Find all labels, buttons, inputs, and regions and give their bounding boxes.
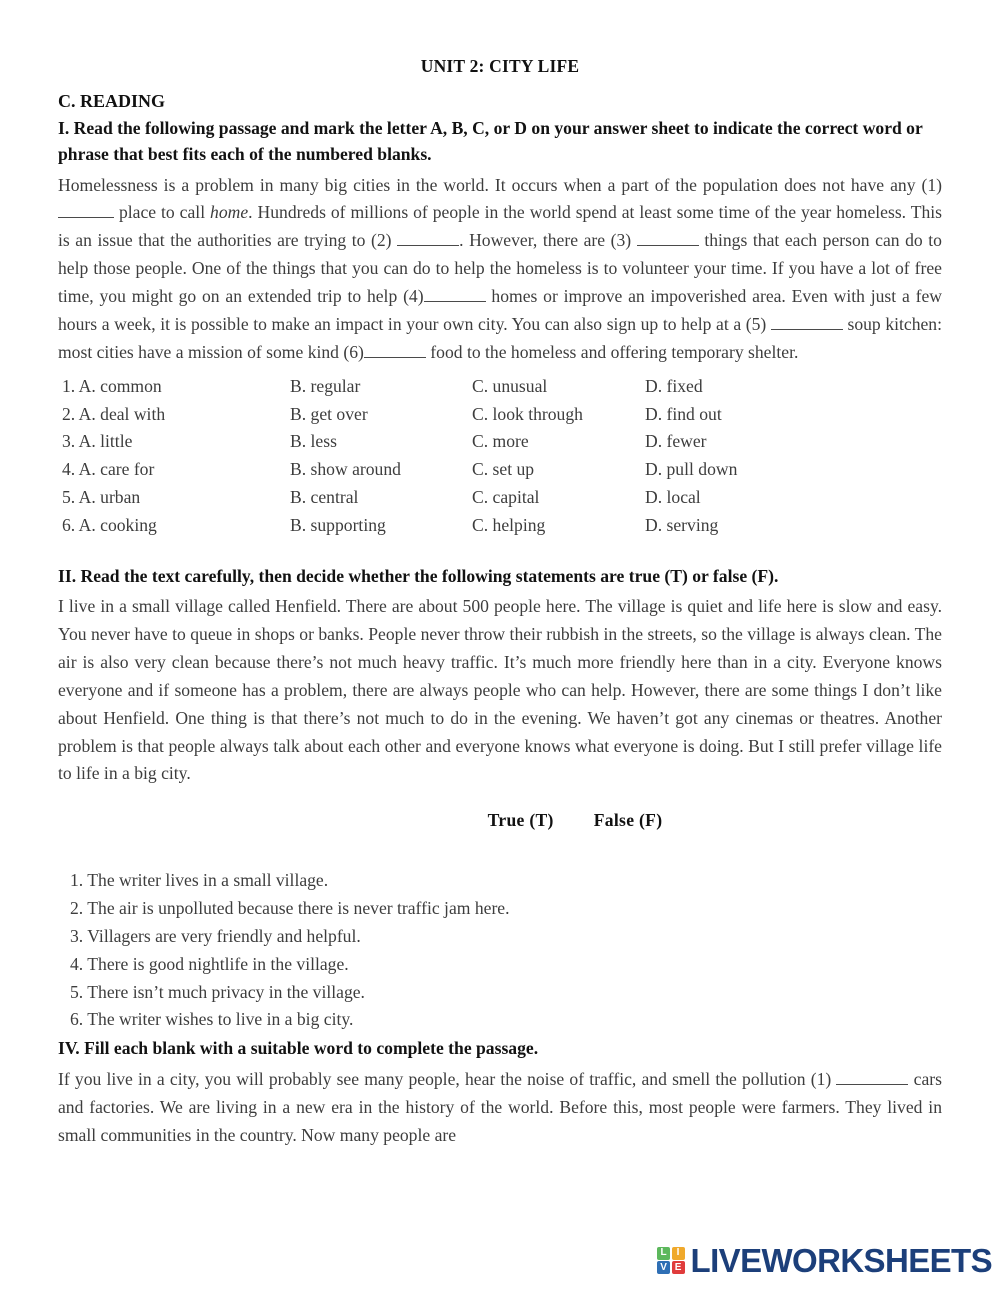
task-1-passage — [58, 172, 942, 367]
logo-tile-v: V — [657, 1261, 670, 1274]
gap-blank-1[interactable] — [58, 201, 114, 219]
mcq-option-c[interactable]: C. capital — [472, 486, 540, 507]
mcq-option-d[interactable]: D. serving — [645, 514, 719, 535]
logo-tile-i: I — [672, 1247, 685, 1260]
gap-blank-5[interactable] — [771, 312, 843, 330]
logo-tile-l: L — [657, 1247, 670, 1260]
mcq-option-b[interactable]: B. supporting — [290, 514, 386, 535]
task-2-heading: II. Read the text carefully, then decide whether the following statements are true (T) or false (F). — [58, 565, 779, 586]
mcq-option-d[interactable]: D. pull down — [645, 459, 738, 480]
true-label: True (T) — [487, 810, 554, 831]
mcq-option-a-label: A. common — [78, 375, 162, 396]
passage-italic-home: home — [210, 202, 249, 223]
mcq-option-c[interactable]: C. look through — [472, 403, 583, 424]
task-4-passage — [58, 1066, 942, 1150]
worksheet-content — [58, 56, 942, 1149]
logo-tile-e: E — [672, 1261, 685, 1274]
gap-blank-2[interactable] — [397, 229, 459, 247]
gap-blank-3[interactable] — [637, 229, 699, 247]
task4-segment-2: cars and factories. We are living in a new era in the history of the world. Before this, most people were farmers. They lived in small communities in the country. Now many people are — [58, 1068, 942, 1145]
mcq-question-number: 5. — [62, 486, 76, 507]
list-item[interactable]: 5. There isn’t much privacy in the village. — [70, 981, 365, 1002]
list-item[interactable]: 2. The air is unpolluted because there is never traffic jam here. — [70, 898, 510, 919]
list-item[interactable]: 3. Villagers are very friendly and helpful. — [70, 925, 361, 946]
passage-segment-7: soup kitchen: most cities have a mission of some kind (6) — [58, 313, 942, 362]
logo-tiles-icon — [657, 1247, 685, 1275]
passage-segment-6: homes or improve an impoverished area. Even with just a few hours a week, it is possible to make an impact in your own city. You can also sign up to help at a (5) — [58, 286, 942, 334]
passage-segment-8: food to the homeless and offering temporary shelter. — [430, 341, 799, 362]
mcq-option-c[interactable]: C. helping — [472, 514, 546, 535]
passage-segment-5: things that each person can do to help those people. One of the things that you can do to help the homeless is to volunteer your time. If you have a lot of free time, you might go on an extended trip to help (4) — [58, 230, 942, 307]
mcq-question-number: 2. — [62, 403, 76, 424]
mcq-row — [62, 428, 822, 456]
mcq-option-a-label: A. urban — [78, 486, 141, 507]
mcq-question-number: 1. — [62, 375, 76, 396]
list-item[interactable]: 6. The writer wishes to live in a big city. — [70, 1009, 354, 1030]
mcq-option-a-label: A. care for — [78, 459, 155, 480]
section-label-reading: C. READING — [58, 90, 166, 111]
mcq-option-a-label: A. deal with — [78, 403, 166, 424]
mcq-option-c[interactable]: C. unusual — [472, 375, 548, 396]
liveworksheets-logo[interactable] — [657, 1244, 992, 1277]
mcq-option-b[interactable]: B. regular — [290, 375, 361, 396]
mcq-option-b[interactable]: B. get over — [290, 403, 368, 424]
mcq-question-number: 3. — [62, 431, 76, 452]
mcq-option-a[interactable] — [62, 456, 290, 484]
mcq-row — [62, 484, 822, 512]
logo-wordmark: LIVEWORKSHEETS — [690, 1242, 992, 1279]
mcq-option-a[interactable] — [62, 428, 290, 456]
mcq-option-c[interactable]: C. more — [472, 431, 529, 452]
mcq-option-b[interactable]: B. less — [290, 431, 337, 452]
task4-segment-1: If you live in a city, you will probably see many people, hear the noise of traffic, and smell the pollution (1) — [58, 1068, 832, 1089]
false-label: False (F) — [593, 810, 663, 831]
mcq-option-a[interactable] — [62, 484, 290, 512]
mcq-option-d[interactable]: D. local — [645, 486, 701, 507]
mcq-option-b[interactable]: B. central — [290, 486, 359, 507]
task-1-heading: I. Read the following passage and mark the letter A, B, C, or D on your answer sheet to indicate the correct word or phrase that best fits each of the numbered blanks. — [58, 118, 923, 164]
list-item[interactable]: 1. The writer lives in a small village. — [70, 870, 329, 891]
mcq-option-d[interactable]: D. fewer — [645, 431, 707, 452]
mcq-option-c[interactable]: C. set up — [472, 459, 535, 480]
passage-segment-4: . However, there are (3) — [459, 230, 632, 251]
page-title: UNIT 2: CITY LIFE — [420, 56, 580, 76]
mcq-option-a-label: A. cooking — [78, 514, 157, 535]
task-4-heading: IV. Fill each blank with a suitable word to complete the passage. — [58, 1038, 539, 1059]
passage-segment-1: Homelessness is a problem in many big cities in the world. It occurs when a part of the population does not have any (1) — [58, 174, 942, 195]
mcq-options-grid — [62, 373, 822, 540]
mcq-question-number: 4. — [62, 459, 76, 480]
true-false-statement-list — [58, 867, 942, 1034]
mcq-row — [62, 373, 822, 401]
list-item[interactable]: 4. There is good nightlife in the village. — [70, 953, 349, 974]
mcq-option-a[interactable] — [62, 373, 290, 401]
mcq-option-a[interactable] — [62, 401, 290, 429]
mcq-question-number: 6. — [62, 514, 76, 535]
mcq-option-b[interactable]: B. show around — [290, 459, 401, 480]
task-2-passage: I live in a small village called Henfield. There are about 500 people here. The village is quiet and life here is slow and easy. You never have to queue in shops or banks. People never throw their rubbish in the streets, so the village is always clean. The air is also very clean because there’s not much heavy traffic. It’s much more friendly here than in a city. Everyone knows everyone and if someone has a problem, there are always people who can help. However, there are some things I don’t like about Henfield. One thing is that there’s not much to do in the evening. We haven’t got any cinemas or theatres. Another problem is that people always talk about each other and everyone knows what everyone is doing. But I still prefer village life to life in a big city. — [58, 596, 942, 784]
true-false-header — [58, 810, 942, 831]
mcq-option-d[interactable]: D. find out — [645, 403, 722, 424]
gap-blank-6[interactable] — [364, 340, 426, 358]
passage-segment-2: place to call — [118, 202, 211, 223]
mcq-row — [62, 512, 822, 540]
spacer — [58, 540, 942, 562]
mcq-option-a[interactable] — [62, 512, 290, 540]
mcq-option-d[interactable]: D. fixed — [645, 375, 703, 396]
mcq-row — [62, 401, 822, 429]
mcq-row — [62, 456, 822, 484]
gap-blank-4[interactable] — [424, 284, 486, 302]
mcq-option-a-label: A. little — [78, 431, 133, 452]
gap-blank-7[interactable] — [836, 1067, 908, 1085]
passage-segment-3: . Hundreds of millions of people in the world spend at least some time of the year homeless. This is an issue that the authorities are trying to (2) — [58, 202, 942, 251]
